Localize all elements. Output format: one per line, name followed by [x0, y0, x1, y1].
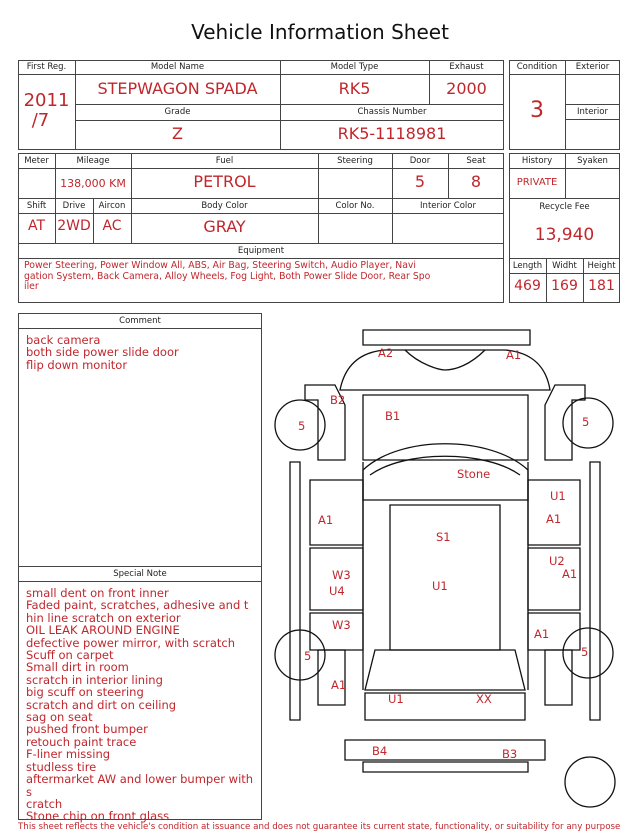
drive-value: 2WD — [57, 218, 91, 234]
mark-a1-right: A1 — [546, 512, 562, 526]
mark-xx: XX — [476, 692, 492, 706]
shift-value: AT — [27, 218, 46, 234]
seat-value: 8 — [470, 172, 482, 191]
width-value: 169 — [551, 278, 578, 294]
mark-stone: Stone — [457, 467, 491, 481]
special-note-label: Special Note — [113, 569, 167, 579]
equipment-line: Power Steering, Power Window All, ABS, Air Bag, Steering Switch, Audio Player, Navi — [24, 260, 417, 271]
history-label: History — [521, 156, 553, 166]
note-line: studless tire — [26, 759, 97, 774]
note-line: Stone chip on front glass — [26, 809, 170, 824]
chassis-label: Chassis Number — [357, 107, 427, 117]
note-line: hin line scratch on exterior — [26, 610, 181, 625]
grade-label: Grade — [164, 107, 191, 117]
mileage-value: 138,000 KM — [60, 177, 126, 190]
history-value: PRIVATE — [516, 177, 558, 188]
mark-b2: B2 — [330, 393, 346, 407]
mark-a1-left: A1 — [318, 513, 334, 527]
aircon-value: AC — [102, 218, 122, 234]
mark-b4: B4 — [372, 744, 388, 758]
aircon-label: Aircon — [98, 201, 126, 211]
recycle-fee-value: 13,940 — [534, 225, 595, 245]
mark-a1-right3: A1 — [534, 627, 550, 641]
mark-a1-right2: A1 — [562, 567, 578, 581]
syaken-label: Syaken — [577, 156, 608, 166]
mark-a1-front: A1 — [506, 348, 522, 362]
grade-value: Z — [172, 124, 183, 143]
steering-label: Steering — [337, 156, 373, 166]
exhaust-value: 2000 — [446, 79, 487, 98]
note-line: aftermarket AW and lower bumper with s — [26, 772, 254, 799]
mark-a1-left2: A1 — [331, 678, 347, 692]
fuel-value: PETROL — [193, 172, 256, 191]
door-label: Door — [409, 156, 431, 166]
seat-label: Seat — [466, 156, 486, 166]
note-line: scratch in interior lining — [26, 672, 163, 687]
shift-label: Shift — [26, 201, 47, 211]
first-reg-month: /7 — [31, 110, 50, 131]
special-note-list — [26, 587, 260, 823]
model-type-label: Model Type — [330, 62, 379, 72]
condition-label: Condition — [516, 62, 558, 72]
footer-disclaimer: This sheet reflects the vehicle's condition at issuance and does not guarantee its current state, functionality, or suitability for any purpose — [18, 822, 621, 832]
exhaust-label: Exhaust — [449, 62, 484, 72]
body-color-label: Body Color — [201, 201, 248, 211]
drive-label: Drive — [62, 201, 86, 211]
chassis-number: RK5-1118981 — [337, 124, 447, 143]
comment-list — [26, 334, 258, 371]
comment-label: Comment — [119, 316, 161, 326]
door-value: 5 — [414, 172, 426, 191]
note-line: defective power mirror, with scratch — [26, 635, 235, 650]
mark-u2: U2 — [549, 554, 565, 568]
model-type: RK5 — [338, 79, 371, 98]
car-damage-diagram — [265, 318, 625, 820]
mark-tire-fl: 5 — [298, 419, 306, 433]
height-value: 181 — [588, 278, 615, 294]
mark-tire-rr: 5 — [581, 645, 589, 659]
note-line: Scuff on carpet — [26, 648, 114, 663]
height-label: Height — [587, 261, 616, 271]
note-line: sag on seat — [26, 710, 93, 725]
interior-label: Interior — [576, 107, 608, 117]
mark-u1-rear: U1 — [388, 692, 404, 706]
note-line: scratch and dirt on ceiling — [26, 697, 177, 712]
mark-u1-center: U1 — [432, 579, 448, 593]
page-title: Vehicle Information Sheet — [191, 20, 449, 44]
mileage-label: Mileage — [76, 156, 110, 166]
mark-a2: A2 — [378, 346, 394, 360]
mark-u1-right: U1 — [550, 489, 566, 503]
note-line: retouch paint trace — [26, 734, 137, 749]
mark-tire-rl: 5 — [304, 649, 312, 663]
note-line: F-liner missing — [26, 747, 111, 762]
note-line: cratch — [26, 796, 63, 811]
note-line: small dent on front inner — [26, 586, 169, 600]
first-reg-year: 2011 — [23, 90, 70, 111]
mark-w3-low: W3 — [332, 618, 351, 632]
mark-b1: B1 — [385, 409, 401, 423]
equipment-line: gation System, Back Camera, Alloy Wheels, Fog Light, Both Power Slide Door, Rear Spo — [24, 270, 431, 282]
note-line: Faded paint, scratches, adhesive and t — [26, 598, 249, 613]
first-reg-label: First Reg. — [26, 62, 67, 72]
comment-line: flip down monitor — [26, 357, 128, 372]
mark-tire-fr: 5 — [582, 415, 590, 429]
exterior-label: Exterior — [575, 62, 610, 72]
equipment-label: Equipment — [237, 246, 285, 256]
mark-b3: B3 — [502, 747, 518, 761]
recycle-fee-label: Recycle Fee — [539, 202, 590, 212]
color-no-label: Color No. — [335, 201, 375, 211]
model-name-label: Model Name — [150, 62, 205, 72]
width-label: Widht — [552, 261, 577, 271]
fuel-label: Fuel — [215, 156, 234, 166]
comment-line: back camera — [26, 333, 101, 347]
meter-label: Meter — [24, 156, 49, 166]
mark-s1: S1 — [436, 530, 451, 544]
mark-u4: U4 — [329, 584, 345, 598]
interior-color-label: Interior Color — [420, 201, 476, 211]
note-line: pushed front bumper — [26, 722, 148, 737]
note-line: big scuff on steering — [26, 685, 144, 700]
length-value: 469 — [514, 278, 541, 294]
model-name: STEPWAGON SPADA — [97, 79, 258, 98]
length-label: Length — [512, 261, 543, 271]
comment-line: both side power slide door — [26, 345, 179, 360]
mark-w3-mid: W3 — [332, 568, 351, 582]
equipment-line: iler — [24, 281, 39, 292]
condition-value: 3 — [530, 98, 544, 123]
body-color-value: GRAY — [203, 217, 246, 236]
note-line: OIL LEAK AROUND ENGINE — [26, 623, 180, 638]
equipment-text — [24, 261, 500, 293]
note-line: Small dirt in room — [26, 660, 129, 675]
